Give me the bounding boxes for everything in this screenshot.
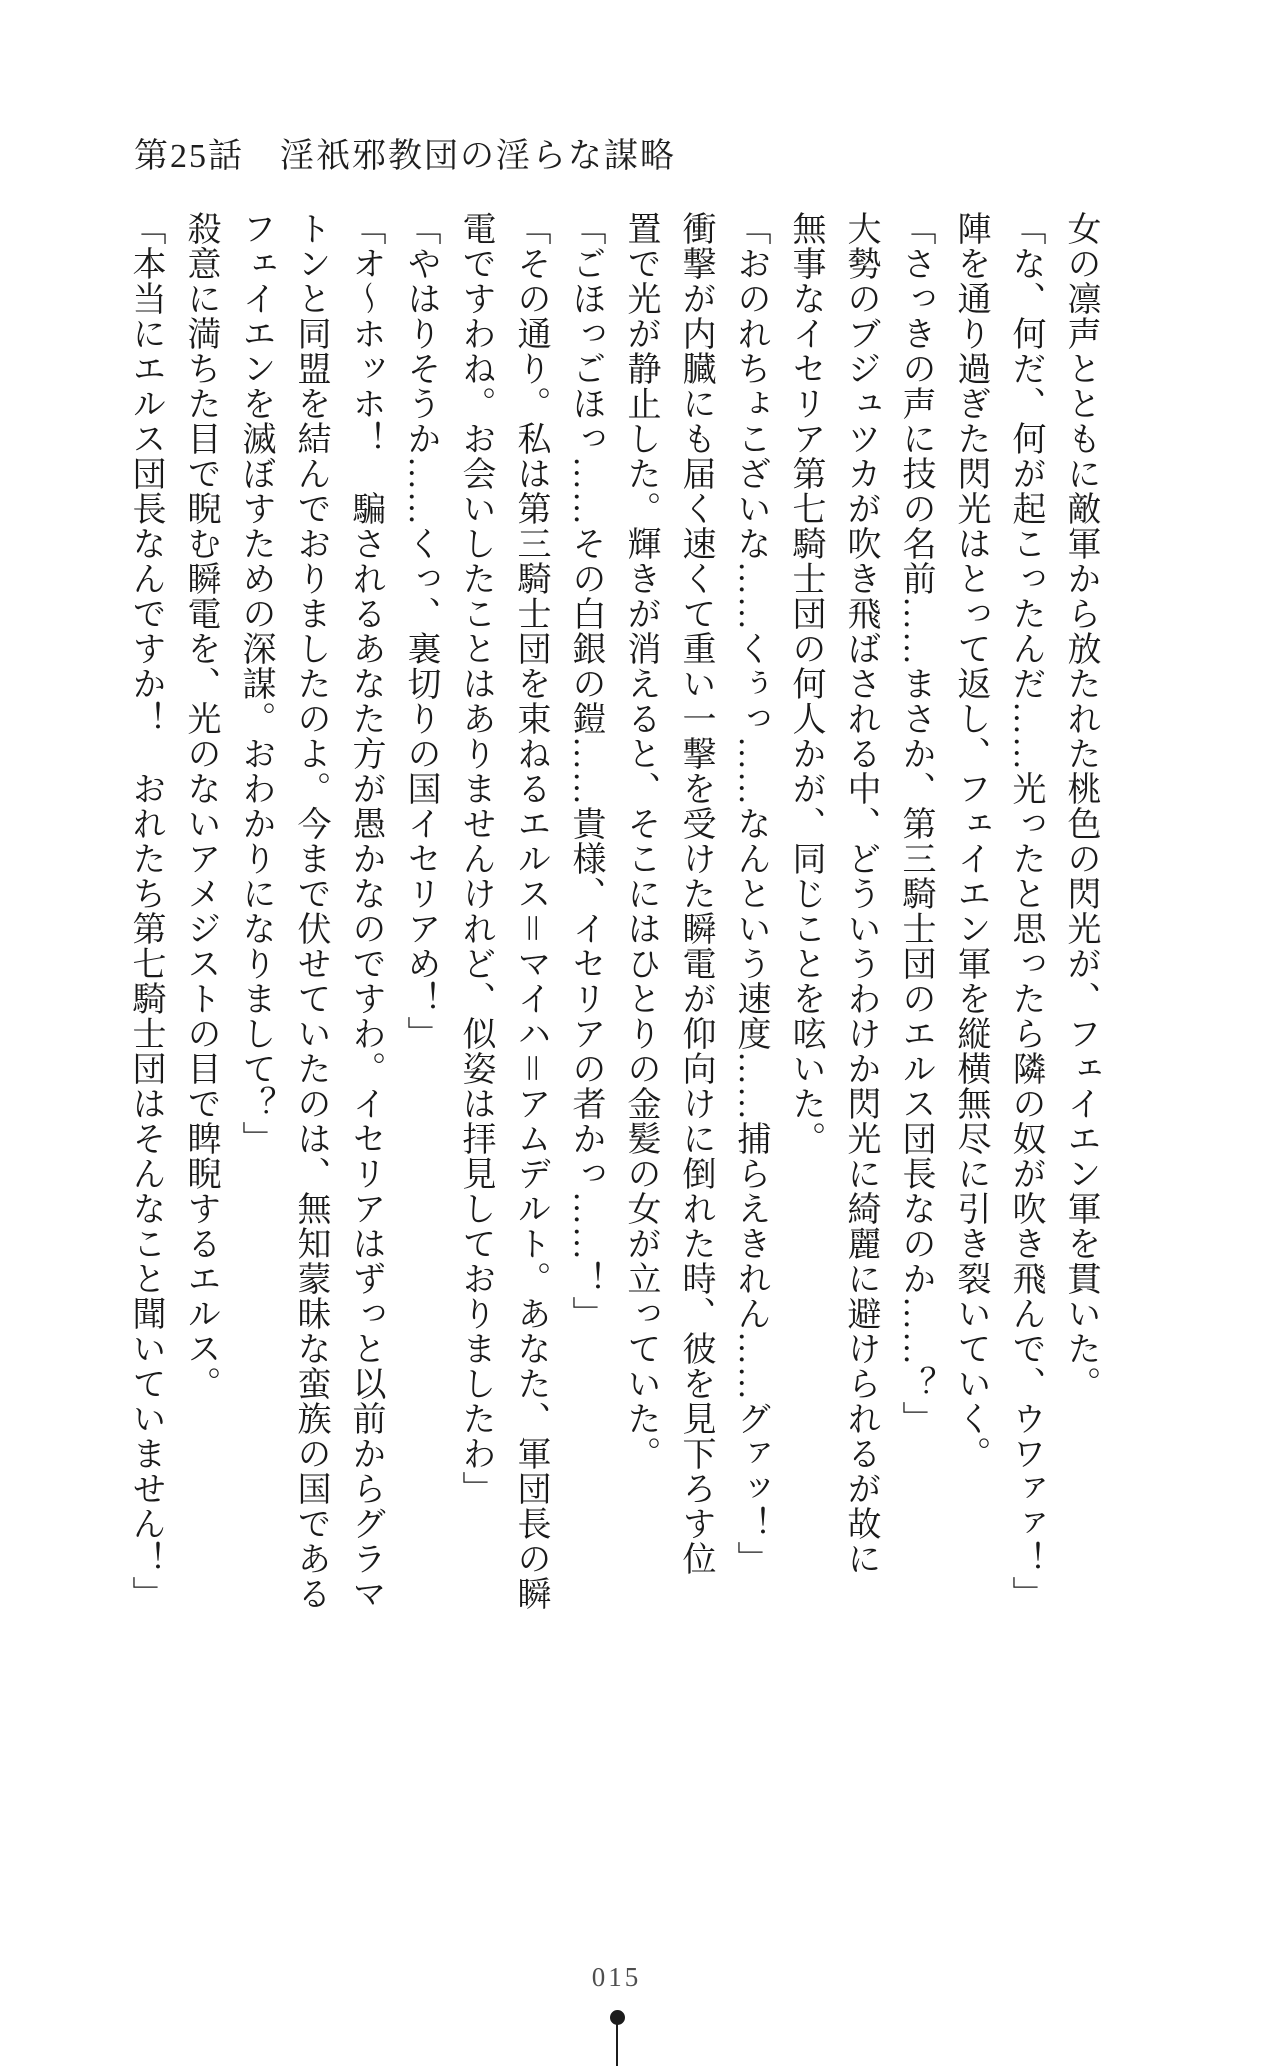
text-line: 「ごほっごほっ……その白銀の鎧……貴様、イセリアの者かっ……！」 <box>567 211 604 1331</box>
text-line: 電ですわね。お会いしたことはありませんけれど、似姿は拝見しておりましたわ」 <box>457 211 494 1506</box>
text-line: 「オ～ホッホ！ 騙されるあなた方が愚かなのですわ。イセリアはずっと以前からグラマ <box>347 211 384 1611</box>
text-line: 殺意に満ちた目で睨む瞬電を、光のないアメジストの目で睥睨するエルス。 <box>182 211 219 1401</box>
footer-line <box>616 2024 618 2066</box>
text-line: 置で光が静止した。輝きが消えると、そこにはひとりの金髪の女が立っていた。 <box>622 211 659 1471</box>
text-line: 衝撃が内臓にも届く速くて重い一撃を受けた瞬電が仰向けに倒れた時、彼を見下ろす位 <box>677 211 714 1576</box>
main-text <box>118 211 1108 1641</box>
footer-dot-icon <box>610 2010 625 2025</box>
text-line: 大勢のブジュツカが吹き飛ばされる中、どういうわけか閃光に綺麗に避けられるが故に <box>842 211 879 1576</box>
text-line: 女の凛声とともに敵軍から放たれた桃色の閃光が、フェイエン軍を貫いた。 <box>1062 211 1099 1401</box>
text-line: 「な、何だ、何が起こったんだ……光ったと思ったら隣の奴が吹き飛んで、ウワァァ！」 <box>1007 211 1044 1611</box>
text-line: 「さっきの声に技の名前……まさか、第三騎士団のエルス団長なのか……？」 <box>897 211 934 1436</box>
text-line: 「その通り。私は第三騎士団を束ねるエルス＝マイハ＝アムデルト。あなた、軍団長の瞬 <box>512 211 549 1611</box>
page-number: 015 <box>591 1962 642 1992</box>
text-line: 「やはりそうか……くっ、裏切りの国イセリアめ！」 <box>402 211 439 1051</box>
text-line: トンと同盟を結んでおりましたのよ。今まで伏せていたのは、無知蒙昧な蛮族の国である <box>292 211 329 1611</box>
chapter-title: 第25話 淫祇邪教団の淫らな謀略 <box>134 138 676 175</box>
text-line: 「本当にエルス団長なんですか！ おれたち第七騎士団はそんなこと聞いていません！」 <box>127 211 164 1611</box>
text-line: 無事なイセリア第七騎士団の何人かが、同じことを呟いた。 <box>787 211 824 1156</box>
text-line: 「おのれちょこざいな……くぅっ……なんという速度……捕らえきれん……グァッ！」 <box>732 211 769 1576</box>
text-line: 陣を通り過ぎた閃光はとって返し、フェイエン軍を縦横無尽に引き裂いていく。 <box>952 211 989 1471</box>
text-line: フェイエンを滅ぼすための深謀。おわかりになりまして？」 <box>237 211 274 1156</box>
